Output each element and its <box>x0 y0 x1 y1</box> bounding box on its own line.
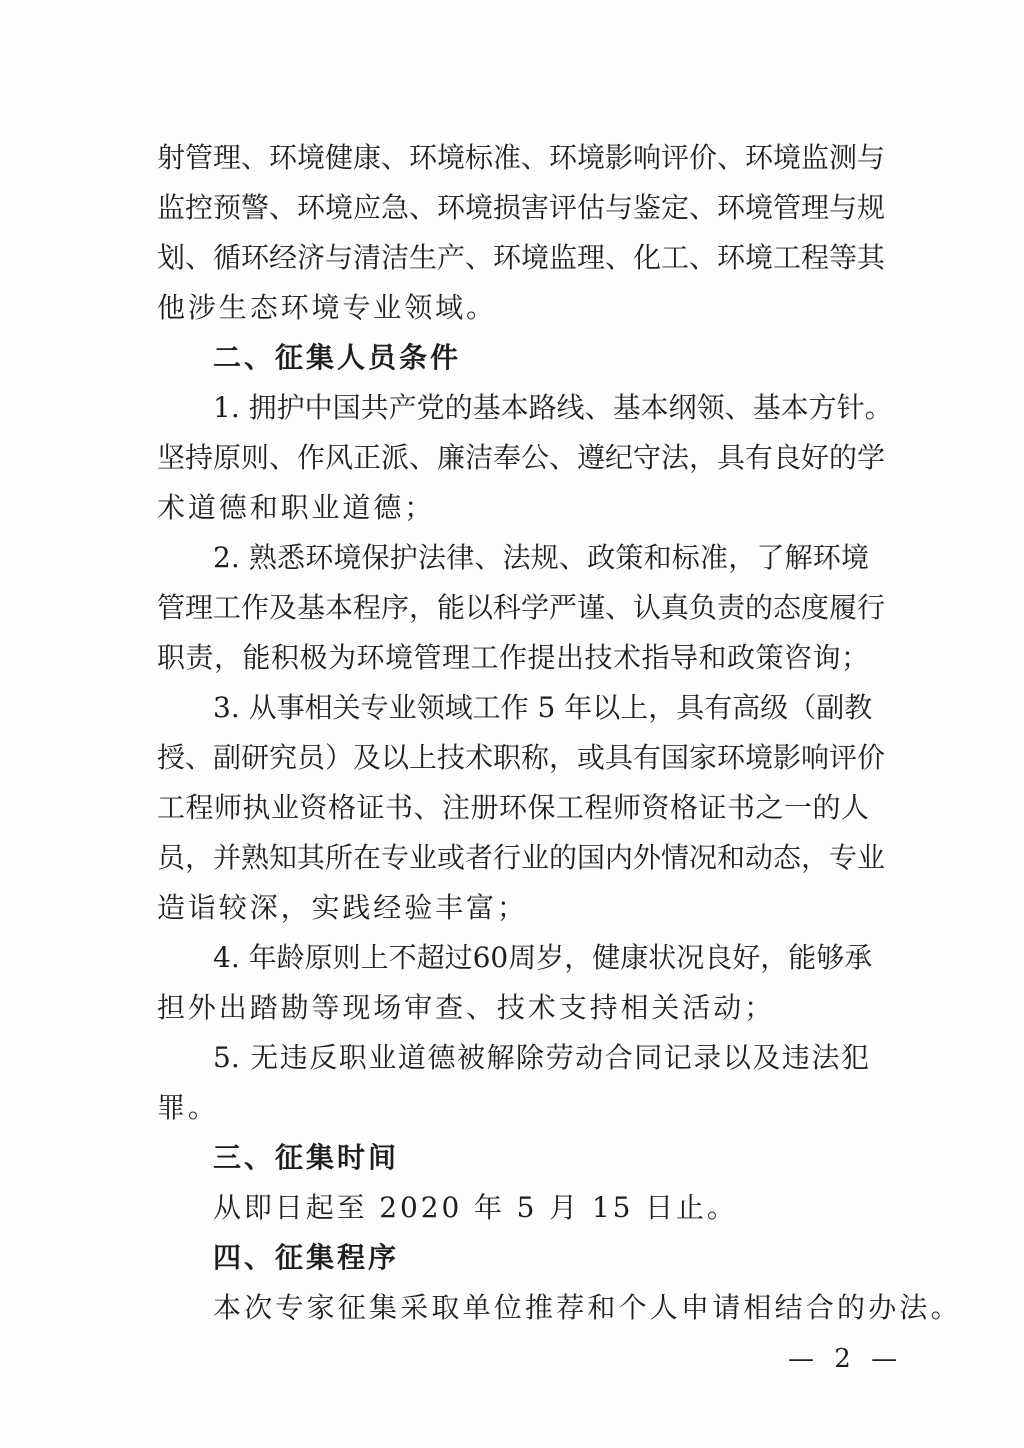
body-line: 他涉生态环境专业领域。 <box>157 291 497 324</box>
body-line: 划、循环经济与清洁生产、环境监理、化工、环境工程等其 <box>157 241 886 274</box>
body-line: 监控预警、环境应急、环境损害评估与鉴定、环境管理与规 <box>157 191 886 224</box>
body-line: 从即日起至 2020 年 5 月 15 日止。 <box>213 1191 738 1224</box>
body-line: 坚持原则、作风正派、廉洁奉公、遵纪守法，具有良好的学 <box>157 441 886 474</box>
body-line: 3. 从事相关专业领域工作 5 年以上，具有高级（副教 <box>213 691 873 724</box>
body-line: 授、副研究员）及以上技术职称，或具有国家环境影响评价 <box>157 741 886 774</box>
page-number: — 2 — <box>788 1344 904 1374</box>
section-heading: 二、征集人员条件 <box>213 341 462 374</box>
body-line: 射管理、环境健康、环境标准、环境影响评价、环境监测与 <box>157 141 886 174</box>
body-line: 本次专家征集采取单位推荐和个人申请相结合的办法。 <box>213 1291 962 1324</box>
body-line: 员，并熟知其所在专业或者行业的国内外情况和动态，专业 <box>157 841 886 874</box>
body-line: 管理工作及基本程序，能以科学严谨、认真负责的态度履行 <box>157 591 886 624</box>
body-line: 4. 年龄原则上不超过60周岁，健康状况良好，能够承 <box>213 941 873 974</box>
body-line: 5. 无违反职业道德被解除劳动合同记录以及违法犯 <box>213 1041 869 1074</box>
body-line: 1. 拥护中国共产党的基本路线、基本纲领、基本方针。 <box>213 391 893 424</box>
body-line: 罪。 <box>157 1091 219 1124</box>
body-line: 2. 熟悉环境保护法律、法规、政策和标准，了解环境 <box>213 541 869 574</box>
body-line: 职责，能积极为环境管理工作提出技术指导和政策咨询； <box>157 641 869 674</box>
body-line: 担外出踏勘等现场审查、技术支持相关活动； <box>157 991 776 1024</box>
section-heading: 四、征集程序 <box>213 1241 400 1274</box>
body-line: 工程师执业资格证书、注册环保工程师资格证书之一的人 <box>157 791 869 824</box>
body-line: 造诣较深，实践经验丰富； <box>157 891 528 924</box>
body-line: 术道德和职业道德； <box>157 491 436 524</box>
section-heading: 三、征集时间 <box>213 1141 400 1174</box>
